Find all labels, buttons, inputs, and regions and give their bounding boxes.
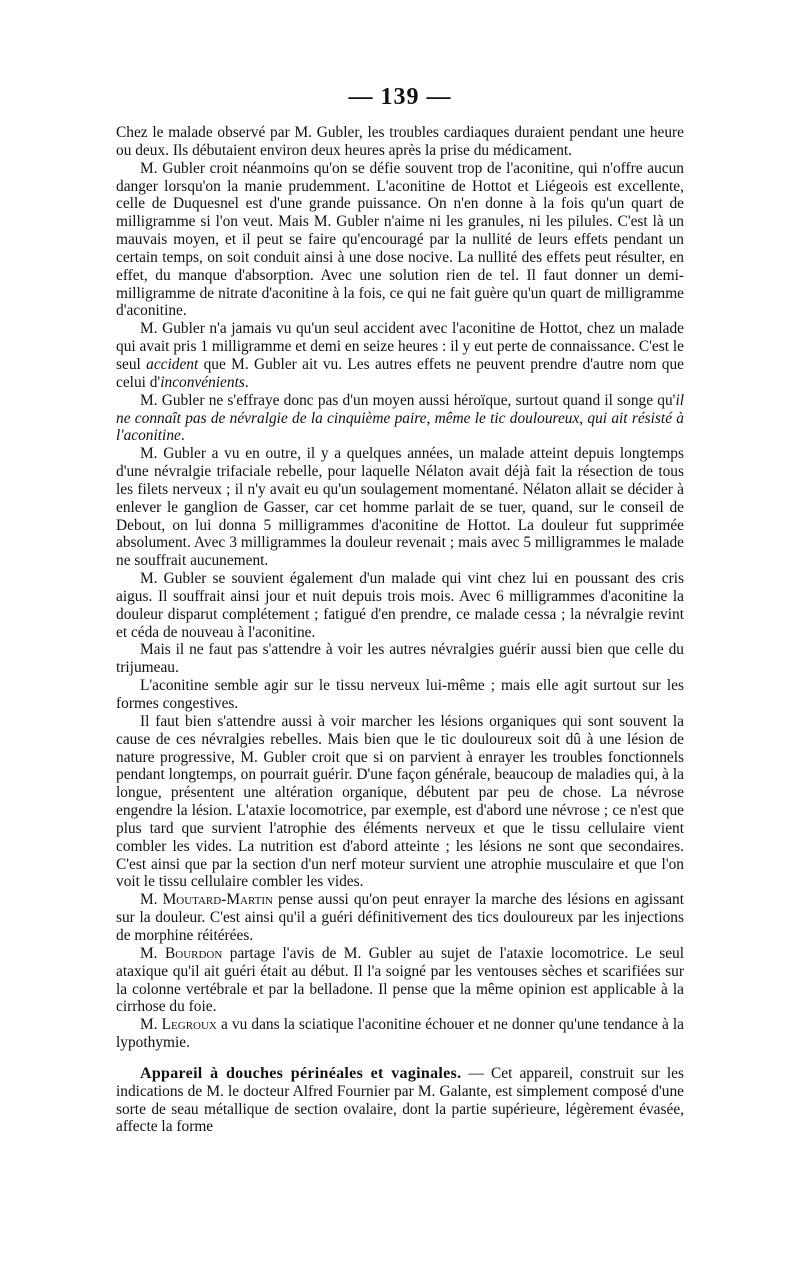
section-paragraph: Appareil à douches périnéales et vaginales. — Cet appareil, construit sur les indications de M. le docteur Alfred Fournier par M. Galante, est simplement composé d'une sorte de seau métallique de section ovalaire, dont la partie supérieure, légèrement évasée, affecte la forme [116, 1064, 684, 1136]
paragraph: L'aconitine semble agir sur le tissu nerveux lui-même ; mais elle agit surtout sur les formes congestives. [116, 677, 684, 712]
author-name: Moutard-Martin [162, 891, 273, 909]
body-text [116, 124, 684, 1136]
paragraph: M. Bourdon partage l'avis de M. Gubler au sujet de l'ataxie locomotrice. Le seul ataxique qu'il ait guéri était au début. Il l'a soigné par les ventouses sèches et scarifiées sur la colonne vertébrale et par la belladone. Il pense que la même opinion est applicable à la cirrhose du foie. [116, 944, 684, 1016]
paragraph: M. Gubler ne s'effraye donc pas d'un moyen aussi héroïque, surtout quand il songe qu'il ne connaît pas de névralgie de la cinquième paire, même le tic douloureux, qui ait résisté à l'aconitine. [116, 391, 684, 445]
paragraph: M. Moutard-Martin pense aussi qu'on peut enrayer la marche des lésions en agissant sur la douleur. C'est ainsi qu'il a guéri définitivement des tics douloureux par les injections de morphine réitérées. [116, 891, 684, 944]
paragraph: Mais il ne faut pas s'attendre à voir les autres névralgies guérir aussi bien que celle du trijumeau. [116, 641, 684, 677]
paragraph: Il faut bien s'attendre aussi à voir marcher les lésions organiques qui sont souvent la cause de ces névralgies rebelles. Mais bien que le tic douloureux soit dû à une lésion de nature progressive, M. Gubler croit que si on parvient à enrayer les troubles fonctionnels pendant longtemps, on pourrait guérir. D'une façon générale, beaucoup de maladies qui, à la longue, présentent une altération organique, débutent par peu de chose. La névrose engendre la lésion. L'ataxie locomotrice, par exemple, est d'abord une névrose ; ce n'est que plus tard que survient l'atrophie des éléments nerveux et que le tissu cellulaire vient combler les vides. La nutrition est d'abord atteinte ; les lésions ne sont que secondaires. C'est ainsi que par la section d'un nerf moteur survient une atrophie musculaire et que l'on voit le tissu cellulaire combler les vides. [116, 712, 684, 891]
paragraph: Chez le malade observé par M. Gubler, les troubles cardiaques duraient pendant une heure ou deux. Ils débutaient environ deux heures après la prise du médicament. [116, 124, 684, 159]
paragraph: M. Gubler n'a jamais vu qu'un seul accident avec l'aconitine de Hottot, chez un malade qui avait pris 1 milligramme et demi en seize heures : il y eut perte de connaissance. C'est le seul accident que M. Gubler ait vu. Les autres effets ne peuvent prendre d'autre nom que celui d'inconvénients. [116, 320, 685, 391]
paragraph: M. Gubler a vu en outre, il y a quelques années, un malade atteint depuis longtemps d'une névralgie trifaciale rebelle, pour laquelle Nélaton avait déjà fait la résection de tous les filets nerveux ; il n'y avait eu qu'un soulagement momentané. Nélaton allait se décider à enlever le ganglion de Gasser, car cet homme parlait de se tuer, quand, sur le conseil de Debout, on lui donna 5 milligrammes d'aconitine de Hottot. La douleur fut supprimée absolument. Avec 3 milligrammes la douleur revenait ; mais avec 5 milligrammes le malade ne souffrait aucunement. [116, 445, 684, 570]
author-name: Legroux [161, 1016, 217, 1034]
section-title: Appareil à douches périnéales et vaginales. [140, 1064, 462, 1082]
paragraph: M. Gubler se souvient également d'un malade qui vint chez lui en poussant des cris aigus. Il souffrait ainsi jour et nuit depuis trois mois. Avec 6 milligrammes d'aconitine la douleur disparut complétement ; fatigué d'en prendre, ce malade cessa ; la névralgie revint et céda de nouveau à l'aconitine. [116, 570, 684, 641]
paragraph: M. Legroux a vu dans la sciatique l'aconitine échouer et ne donner qu'une tendance à la lypothymie. [116, 1016, 684, 1052]
paragraph: M. Gubler croit néanmoins qu'on se défie souvent trop de l'aconitine, qui n'offre aucun danger lorsqu'on la manie prudemment. L'aconitine de Hottot et Liégeois est excellente, celle de Duquesnel est d'une grande puissance. On n'en donne à la fois qu'un quart de milligramme si l'on veut. Mais M. Gubler n'aime ni les granules, ni les pilules. C'est là un mauvais moyen, et il peut se faire qu'encouragé par la nullité de leurs effets pendant un certain temps, on soit conduit ainsi à une dose nocive. La nullité des effets peut résulter, en effet, du manque d'absorption. Avec une solution rien de tel. Il faut donner un demi-milligramme de nitrate d'aconitine à la fois, ce qui ne fait guère qu'un quart de milligramme d'aconitine. [116, 159, 684, 320]
page-number: — 139 — [348, 84, 452, 110]
author-name: Bourdon [165, 944, 223, 962]
